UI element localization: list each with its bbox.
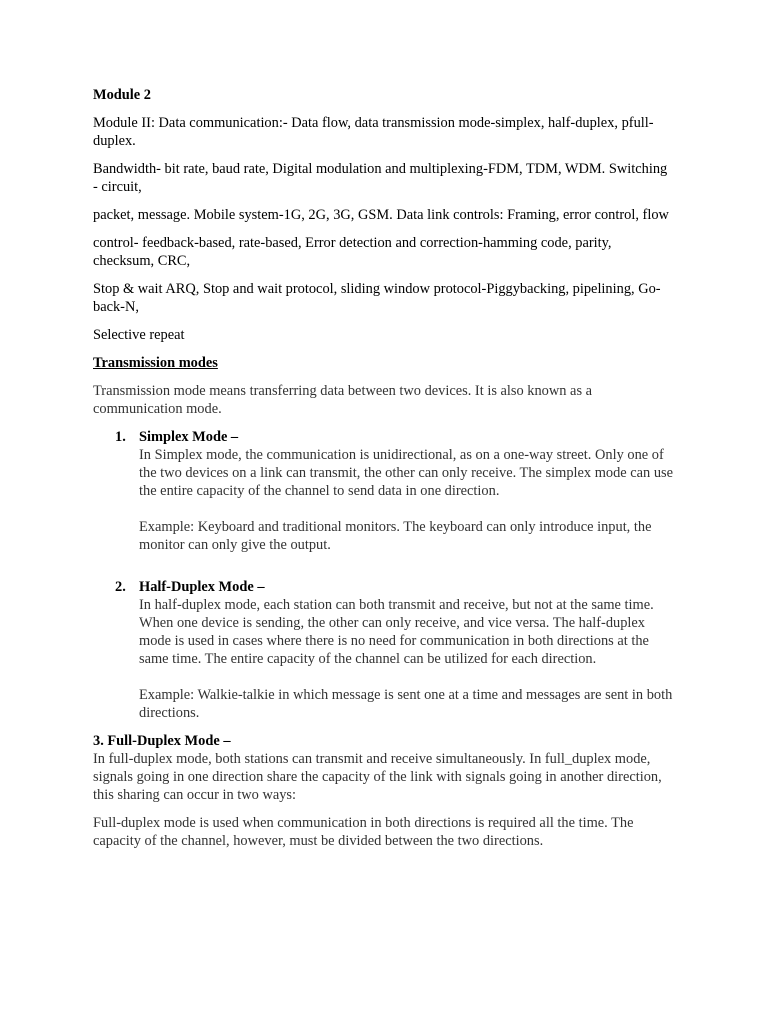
full-duplex-title: 3. Full-Duplex Mode – xyxy=(93,733,231,749)
intro-paragraph: Transmission mode means transferring data between two devices. It is also known as a communication mode. xyxy=(93,383,593,417)
syllabus-line-6: Selective repeat xyxy=(93,327,185,343)
syllabus-line-1: Module II: Data communication:- Data flow, data transmission mode-simplex, half-duplex, pfull-duplex. xyxy=(93,115,654,149)
modes-list xyxy=(93,428,675,722)
list-item-simplex xyxy=(93,428,675,572)
syllabus-line-3: packet, message. Mobile system-1G, 2G, 3G, GSM. Data link controls: Framing, error control, flow xyxy=(93,207,669,223)
document-page xyxy=(93,86,675,860)
syllabus-line-2: Bandwidth- bit rate, baud rate, Digital modulation and multiplexing-FDM, TDM, WDM. Switching - circuit, xyxy=(93,161,668,195)
syllabus-line-5: Stop & wait ARQ, Stop and wait protocol, sliding window protocol-Piggybacking, pipelining, Go-back-N, xyxy=(93,281,661,315)
list-item-half-duplex xyxy=(93,578,675,722)
section-title: Transmission modes xyxy=(93,355,218,371)
mode-title: Simplex Mode – xyxy=(139,429,239,445)
list-number: 2. xyxy=(115,579,126,595)
mode-example: Example: Keyboard and traditional monitors. The keyboard can only introduce input, the monitor can only give the output. xyxy=(139,519,652,553)
mode-title: Half-Duplex Mode – xyxy=(139,579,265,595)
full-duplex-section xyxy=(93,732,675,850)
mode-description: In half-duplex mode, each station can both transmit and receive, but not at the same time. When one device is sending, the other can only receive, and vice versa. The half-duplex mode is used in cases where there is no need for communication in both directions at the same time. The entire capacity of the channel can be utilized for each direction. xyxy=(139,597,654,667)
full-duplex-paragraph-2: Full-duplex mode is used when communication in both directions is required all the time. The capacity of the channel, however, must be divided between the two directions. xyxy=(93,815,634,849)
mode-description: In Simplex mode, the communication is unidirectional, as on a one-way street. Only one of the two devices on a link can transmit, the other can only receive. The simplex mode can use the entire capacity of the channel to send data in one direction. xyxy=(139,447,674,499)
full-duplex-paragraph: In full-duplex mode, both stations can transmit and receive simultaneously. In full_duplex mode, signals going in one direction share the capacity of the link with signals going in another direction, this sharing can occur in two ways: xyxy=(93,751,662,803)
syllabus-line-4: control- feedback-based, rate-based, Error detection and correction-hamming code, parity, checksum, CRC, xyxy=(93,235,612,269)
list-number: 1. xyxy=(115,429,126,445)
module-heading: Module 2 xyxy=(93,87,151,103)
mode-example: Example: Walkie-talkie in which message is sent one at a time and messages are sent in both directions. xyxy=(139,687,673,721)
